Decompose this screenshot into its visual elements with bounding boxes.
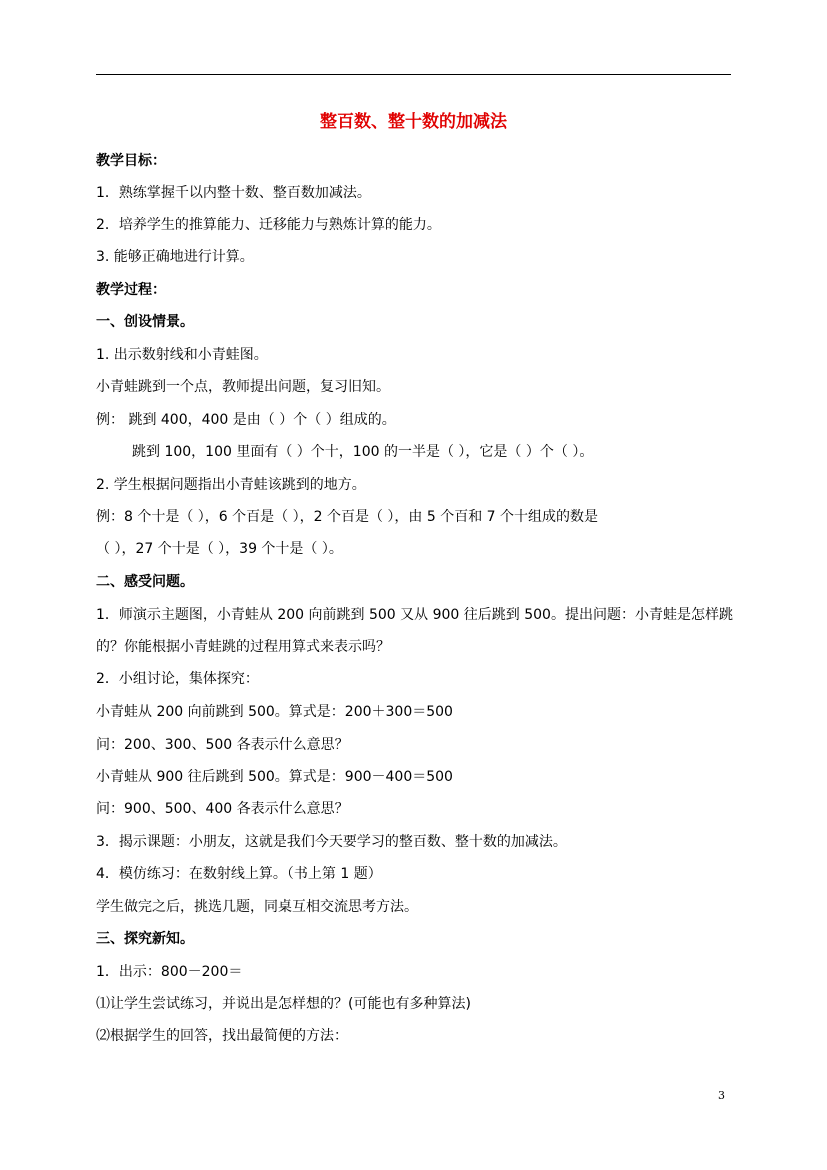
body-line: 小青蛙从 200 向前跳到 500。算式是：200＋300＝500 <box>96 704 453 720</box>
body-line: ⑴让学生尝试练习，并说出是怎样想的？(可能也有多种算法) <box>96 996 471 1012</box>
section-heading: 二、感受问题。 <box>96 574 194 590</box>
body-line: 2．培养学生的推算能力、迁移能力与熟炼计算的能力。 <box>96 217 441 233</box>
page-number: 3 <box>718 1089 725 1102</box>
body-line: 小青蛙跳到一个点，教师提出问题，复习旧知。 <box>96 379 390 395</box>
body-line: 1. 出示数射线和小青蛙图。 <box>96 347 268 363</box>
body-line: 2．小组讨论，集体探究： <box>96 671 259 687</box>
body-line: 4．模仿练习：在数射线上算。（书上第 1 题） <box>96 866 382 882</box>
body-line: 1．熟练掌握千以内整十数、整百数加减法。 <box>96 185 371 201</box>
section-heading: 教学过程： <box>96 282 166 298</box>
section-heading: 教学目标： <box>96 153 166 169</box>
body-line: （ ），27 个十是（ ），39 个十是（ ）。 <box>96 541 343 557</box>
body-line: 跳到 100，100 里面有（ ）个十，100 的一半是（ ），它是（ ）个（ ）。 <box>132 444 594 460</box>
section-heading: 一、创设情景。 <box>96 314 194 330</box>
header-rule <box>96 74 731 75</box>
body-line: 例： 跳到 400，400 是由（ ）个（ ）组成的。 <box>96 412 396 428</box>
body-line: 小青蛙从 900 往后跳到 500。算式是：900－400＝500 <box>96 769 453 785</box>
body-line: ⑵根据学生的回答，找出最简便的方法： <box>96 1028 348 1044</box>
body-line: 学生做完之后，挑选几题，同桌互相交流思考方法。 <box>96 899 418 915</box>
body-line: 问：200、300、500 各表示什么意思？ <box>96 737 349 753</box>
body-line: 3．揭示课题：小朋友，这就是我们今天要学习的整百数、整十数的加减法。 <box>96 834 567 850</box>
body-line: 3. 能够正确地进行计算。 <box>96 249 254 265</box>
body-line: 例：8 个十是（ ），6 个百是（ ），2 个百是（ ），由 5 个百和 7 个十组成的数是 <box>96 509 599 525</box>
body-line: 的？你能根据小青蛙跳的过程用算式来表示吗？ <box>96 639 390 655</box>
body-line: 2. 学生根据问题指出小青蛙该跳到的地方。 <box>96 477 366 493</box>
body-line: 问：900、500、400 各表示什么意思？ <box>96 801 349 817</box>
section-heading: 三、探究新知。 <box>96 931 194 947</box>
body-line: 1．师演示主题图，小青蛙从 200 向前跳到 500 又从 900 往后跳到 500。提出问题：小青蛙是怎样跳 <box>96 607 733 623</box>
document-title: 整百数、整十数的加减法 <box>320 112 507 132</box>
body-line: 1．出示：800－200＝ <box>96 964 243 980</box>
